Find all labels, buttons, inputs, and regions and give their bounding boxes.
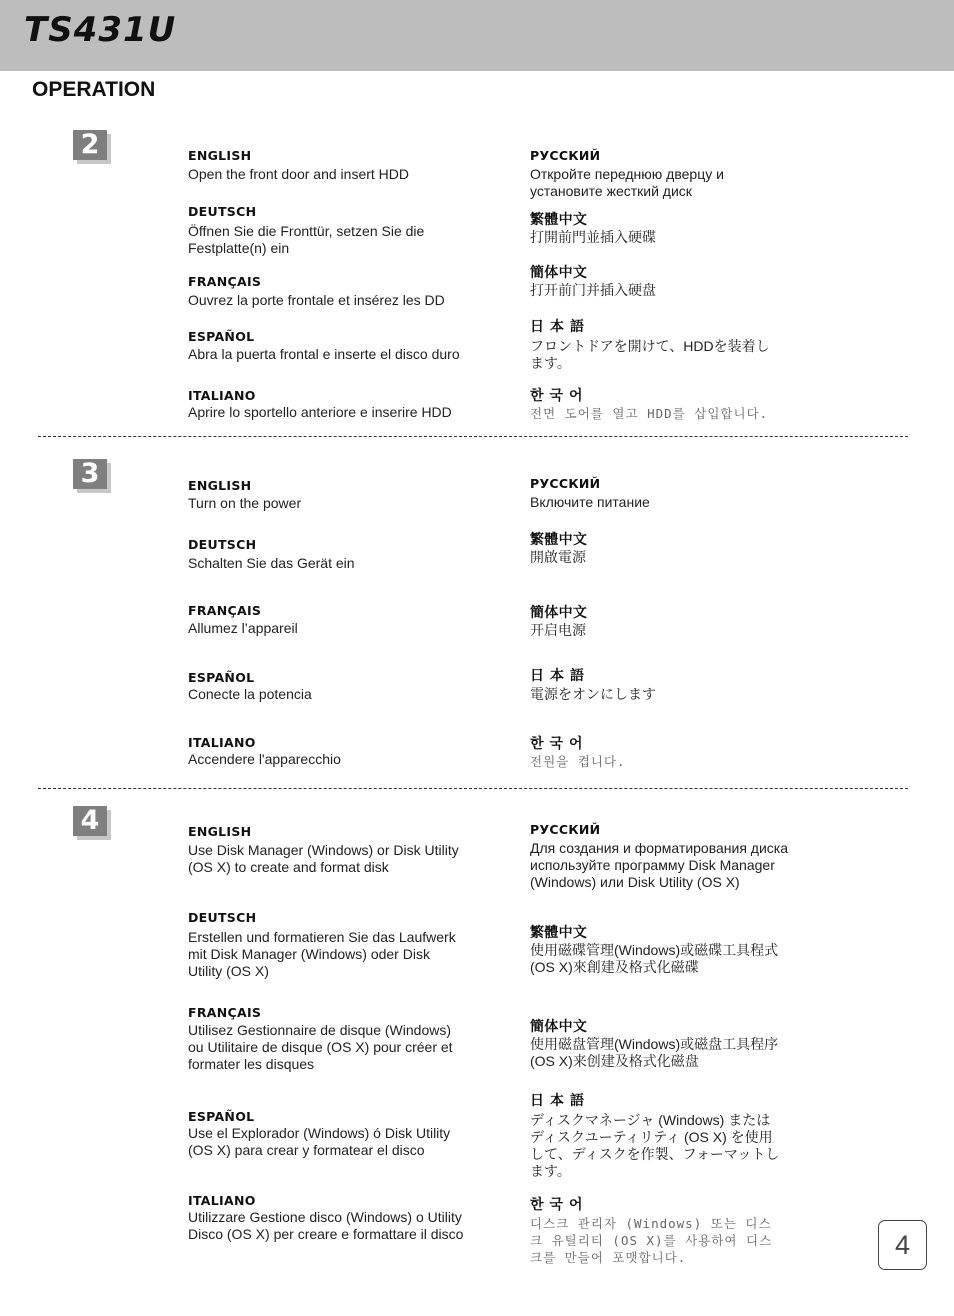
section-title: OPERATION [32,78,156,101]
dashed-divider [38,436,908,437]
lang-label-japanese: 日本語 [530,1093,590,1109]
page-number-box [878,1220,927,1270]
instruction-deutsch: Öffnen Sie die Fronttür, setzen Sie die Festplatte(n) ein [188,223,425,256]
lang-label-italiano: ITALIANO [188,388,256,403]
instruction-italiano: Accendere l'apparecchio [188,751,341,767]
step-number: 2 [73,130,107,160]
step-badge [73,459,111,493]
lang-label-korean: 한국어 [530,736,589,752]
lang-label-russian: РУССКИЙ [530,148,601,163]
instruction-korean: 디스크 관리자 (Windows) 또는 디스크 유틸리티 (OS X)를 사용하여 디스크를 만들어 포맷합니다. [530,1216,773,1265]
instruction-espanol: Use el Explorador (Windows) ó Disk Utility (OS X) para crear y formatear el disco [188,1125,451,1158]
instruction-english: Open the front door and insert HDD [188,166,410,182]
step-number: 3 [73,459,107,489]
instruction-english: Turn on the power [188,495,302,511]
lang-label-italiano: ITALIANO [188,735,256,750]
lang-label-espanol: ESPAÑOL [188,329,255,344]
instruction-traditional-chinese: 使用磁碟管理(Windows)或磁碟工具程式(OS X)來創建及格式化磁碟 [530,942,779,975]
step-number: 4 [73,806,107,836]
lang-label-russian: РУССКИЙ [530,822,601,837]
instruction-russian: Для создания и форматирования диска используйте программу Disk Manager (Windows) или Disk Utility (OS X) [530,840,789,890]
lang-label-traditional-chinese: 繁體中文 [530,532,588,548]
instruction-deutsch: Schalten Sie das Gerät ein [188,555,355,571]
lang-label-deutsch: DEUTSCH [188,537,257,552]
model-title: TS431U [24,10,177,50]
lang-label-simplified-chinese: 簡体中文 [530,605,588,621]
lang-label-italiano: ITALIANO [188,1193,256,1208]
lang-label-simplified-chinese: 簡体中文 [530,1019,588,1035]
lang-label-deutsch: DEUTSCH [188,910,257,925]
lang-label-japanese: 日本語 [530,668,590,684]
lang-label-deutsch: DEUTSCH [188,204,257,219]
instruction-francais: Ouvrez la porte frontale et insérez les DD [188,292,445,308]
lang-label-simplified-chinese: 簡体中文 [530,265,588,281]
instruction-francais: Utilisez Gestionnaire de disque (Windows) ou Utilitaire de disque (OS X) pour créer et formater les disques [188,1022,453,1072]
instruction-simplified-chinese: 开启电源 [530,622,586,638]
lang-label-espanol: ESPAÑOL [188,670,255,685]
dashed-divider [38,788,908,789]
lang-label-espanol: ESPAÑOL [188,1109,255,1124]
instruction-simplified-chinese: 使用磁盘管理(Windows)或磁盘工具程序(OS X)来创建及格式化磁盘 [530,1036,779,1069]
lang-label-russian: РУССКИЙ [530,476,601,491]
lang-label-japanese: 日本語 [530,319,590,335]
instruction-francais: Allumez l’appareil [188,620,298,636]
page-number: 4 [894,1230,911,1260]
lang-label-traditional-chinese: 繁體中文 [530,925,588,941]
instruction-korean: 전면 도어를 열고 HDD를 삽입합니다. [530,406,769,421]
instruction-traditional-chinese: 打開前門並插入硬碟 [530,229,656,245]
step-badge [73,130,111,164]
lang-label-francais: FRANÇAIS [188,603,262,618]
step-badge [73,806,111,840]
instruction-italiano: Aprire lo sportello anteriore e inserire HDD [188,404,452,420]
instruction-japanese: 電源をオンにします [530,686,656,702]
instruction-japanese: ディスクマネージャ (Windows) または ディスクユーティリティ (OS X) を使用して、ディスクを作製、フォーマットします。 [530,1112,780,1179]
instruction-russian: Откройте переднюю дверцу и установите жесткий диск [530,166,724,199]
instruction-espanol: Abra la puerta frontal e inserte el disco duro [188,346,460,362]
lang-label-francais: FRANÇAIS [188,274,262,289]
instruction-english: Use Disk Manager (Windows) or Disk Utility (OS X) to create and format disk [188,842,459,875]
instruction-korean: 전원을 켭니다. [530,754,626,769]
lang-label-traditional-chinese: 繁體中文 [530,212,588,228]
lang-label-english: ENGLISH [188,824,252,839]
lang-label-english: ENGLISH [188,478,252,493]
lang-label-korean: 한국어 [530,1197,589,1213]
instruction-italiano: Utilizzare Gestione disco (Windows) o Utility Disco (OS X) per creare e formattare il disco [188,1209,464,1242]
lang-label-francais: FRANÇAIS [188,1005,262,1020]
instruction-japanese: フロントドアを開けて、HDDを装着します。 [530,338,770,371]
instruction-espanol: Conecte la potencia [188,686,312,702]
lang-label-english: ENGLISH [188,148,252,163]
instruction-russian: Включите питание [530,494,650,510]
lang-label-korean: 한국어 [530,388,589,404]
instruction-simplified-chinese: 打开前门并插入硬盘 [530,282,656,298]
instruction-traditional-chinese: 開啟電源 [530,549,586,565]
instruction-deutsch: Erstellen und formatieren Sie das Laufwerk mit Disk Manager (Windows) oder Disk Utility (OS X) [188,929,456,979]
